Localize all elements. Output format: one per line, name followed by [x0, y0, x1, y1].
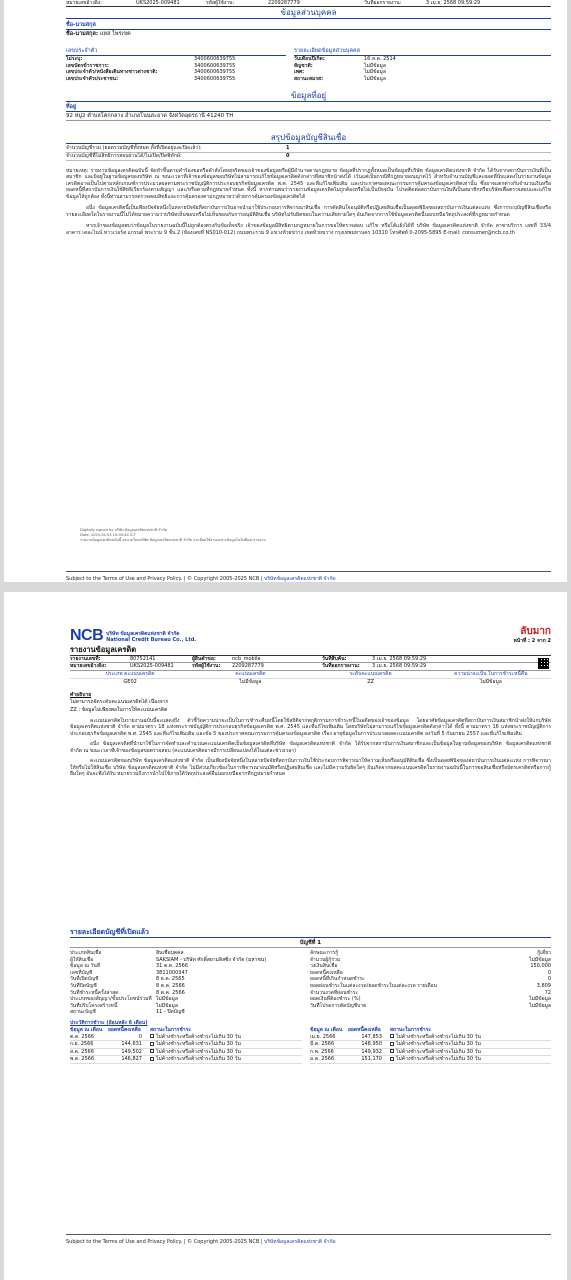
account-details: [70, 950, 551, 1016]
account-detail-value: ไม่มีข้อมูล: [529, 956, 551, 963]
summary-row: [66, 145, 551, 153]
id-row-label: เลขประจำตัวประชาชน:: [66, 75, 119, 82]
account-detail-label: ผู้ให้สินเชื่อ: [70, 956, 94, 963]
meta-label: รายงานเลขที่:: [70, 655, 101, 662]
address-label: ที่อยู่: [66, 104, 551, 112]
account-detail-row: [310, 957, 551, 964]
id-row-value: 3400600639755: [194, 69, 236, 76]
name-heading: ชื่อ-นามสกุล: [66, 22, 551, 30]
address-title: ข้อมูลที่อยู่: [66, 91, 551, 102]
person-row-value: ไม่มีข้อมูล: [364, 62, 386, 69]
meta-value-2: ncb_mobile: [232, 655, 261, 662]
person-row: [294, 63, 551, 70]
id-row-label: เลขประจำตัว/หนังสือเดินทางชาวต่างชาติ:: [66, 69, 158, 76]
top-ref-value: UKS2025-009481: [136, 0, 180, 6]
history-row: [70, 1041, 302, 1049]
account-detail-value: 31 ต.ค. 2566: [156, 963, 189, 970]
company-name-en: National Credit Bureau Co., Ltd.: [106, 637, 197, 643]
account-detail-row: [70, 983, 302, 990]
account-detail-label: ยอดหนี้คงเหลือ: [310, 969, 343, 976]
checkbox-icon: [390, 1034, 394, 1038]
score-value: ZZ: [367, 678, 375, 685]
history-status: [150, 1041, 241, 1048]
id-row-label: เลขบัตรข้าราชการ:: [66, 62, 109, 69]
meta-row: [70, 663, 551, 671]
history-month: ก.ย. 2566: [70, 1041, 94, 1048]
person-row-value: 16 ส.ค. 2514: [364, 56, 396, 62]
account-detail-label: สถานะบัญชี: [70, 1009, 96, 1016]
history-status: [150, 1049, 241, 1056]
account-detail-label: เลขที่บัญชี: [70, 969, 93, 976]
top-date-value: 3 เม.ย. 2568 09:59:29: [426, 0, 481, 6]
history-header-cell: ยอดหนี้คงเหลือ: [108, 1027, 141, 1034]
account-detail-label: วันที่ปิดบัญชี: [70, 982, 97, 989]
account-detail-label: วันที่ปรับโครงสร้างหนี้: [70, 1002, 118, 1009]
score-value: ไม่มีข้อมูล: [239, 678, 262, 685]
account-detail-value: สินเชื่อบุคคล: [156, 950, 184, 956]
history-header-cell: ข้อมูล ณ เดือน: [310, 1027, 343, 1034]
address-value: 92 หมู่2 ตำบลโคกกลาง อำเภอโนนสะอาด จังหวัดอุดรธานี 41240 TH: [66, 113, 551, 121]
account-detail-label: วงเงินสินเชื่อ: [310, 963, 338, 970]
history-header-cell: ข้อมูล ณ เดือน: [70, 1027, 103, 1034]
company-name-th: บริษัท ข้อมูลเครดิตแห่งชาติ จำกัด: [106, 630, 180, 637]
account-detail-label: ยอดผ่อนชำระในแต่ละงวด/ยอดชำระในแต่ละงวด รายเดือน: [310, 982, 438, 989]
meta-value: UKS2025-009481: [130, 663, 174, 669]
id-row-label: ไม่ระบุ:: [66, 56, 83, 62]
checkbox-icon: [390, 1057, 394, 1061]
account-detail-row: [70, 976, 302, 983]
id-header: เลขประจำตัว: [66, 48, 286, 56]
digital-signature: [80, 528, 266, 543]
account-detail-value: ไม่มีข้อมูล: [156, 996, 178, 1003]
account-detail-row: [310, 963, 551, 970]
history-status: [150, 1034, 241, 1041]
account-detail-value: 11 - ปิดบัญชี: [156, 1009, 185, 1016]
footer-company-link[interactable]: บริษัทข้อมูลเครดิตแห่งชาติ จำกัด: [264, 1239, 336, 1245]
history-month: พ.ค. 2566: [70, 1056, 95, 1063]
summary-title: สรุปข้อมูลบัญชีสินเชื่อ: [66, 133, 551, 144]
account-left-details: [70, 950, 302, 1016]
account-detail-label: วันที่เปิดบัญชี: [70, 976, 99, 983]
name-row-label: ชื่อ-นามสกุล:: [66, 31, 99, 37]
history-status: [390, 1034, 481, 1041]
checkbox-icon: [150, 1034, 154, 1038]
disclaimer-note-1: หมายเหตุ: รายงานข้อมูลเครดิตฉบับนี้ จัดทำขึ้นตามคำร้องขอหรือคำสั่งโดยสุจริตของเจ้าของข้อมูลหรือผู้มีอำนาจตามกฎหมาย ข้อมูลที่ปรากฏทั้งหมดเป็นข้อมูลที่บริษัท ข้อมูลเครดิตแห่งชาติ จำกัด ได้รับจากสถาบันการเงินที่เป็นสมาชิก และมิอยู่ในฐานข้อมูลของบริษัท ณ ขณะเวลาที่เจ้าของข้อมูลขอบริษัทไม่สามารถแก้ไขข้อมูลเครดิตดังกล่าวที่สมาชิกนำส่งได้ เว้นแต่เป็นกรณีที่กฎหมายอนุญาตไว้ สำหรับจำนวนบัญชีและยอดที่นับแสดงในรายงานข้อมูลเครดิตอาจเป็นไปตามหลักเกณฑ์การประมวลผลตามพระราชบัญญัติการประกอบธุรกิจข้อมูลเครดิต พ.ศ. 2545 และที่แก้ไขเพิ่มเติม และประกาศของคณะกรรมการคุ้มครองข้อมูลเครดิตเท่านั้น ซึ่งอาจแตกต่างกับจำนวนเงินหรือยอดหนี้ที่สถาบันการเงินใช้สิทธิเรียกร้องตามสัญญา และ/หรือตามที่กฎหมายกำหนด ทั้งนี้ หากท่านพบว่ารายงานข้อมูลเครดิตไม่ถูกต้องหรือไม่เป็นปัจจุบัน โปรดติดต่อสถาบันการเงินที่เป็นสมาชิกหรือบริษัทเพื่อตรวจสอบและแก้ไขข้อมูลให้ถูกต้อง ทั้งนี้ท่านสามารถตรวจสอบสิทธิและการคุ้มครองตามกฎหมายว่าด้วยการคุ้มครองข้อมูลเครดิตได้: [66, 167, 551, 200]
history-title: ประวัติการชำระ (ย้อนหลัง 6 เดือน): [70, 1019, 148, 1026]
score-paragraph-2: อนึ่ง ข้อมูลเครดิตที่นำมาใช้ในการจัดทำและคำนวณคะแนนเครดิตเป็นข้อมูลเครดิตที่บริษัท ข้อมูลเครดิตแห่งชาติ จำกัด ได้รับจากสถาบันการเงินสมาชิกและเป็นข้อมูลในฐานข้อมูลของบริษัท ข้อมูลเครดิตแห่งชาติ จำกัด ณ ขณะเวลาที่เจ้าของข้อมูลขอตรวจสอบ (คะแนนเครดิตอาจมีการเปลี่ยนแปลงได้ในแต่ละช่วงเวลา): [70, 741, 551, 754]
score-section: [70, 671, 551, 778]
top-user-label: รหัสผู้ใช้งาน:: [206, 0, 235, 6]
account-detail-label: ยอดหนี้ที่เกินกำหนดชำระ: [310, 976, 365, 983]
history-row: [70, 1056, 302, 1064]
id-column: [66, 48, 286, 82]
meta-label-3: วันที่สืบค้น:: [322, 655, 347, 662]
summary-row-label: จำนวนบัญชีที่ไม่สิทธิการสอบผ่านได้/ไม่เปิด/ปิดพิทักษ์:: [66, 152, 182, 159]
account-detail-value: ไม่มีข้อมูล: [529, 996, 551, 1003]
disclaimer-note-2: อนึ่ง ข้อมูลเครดิตนี้เป็นเพียงปัจจัยหนึ่งในหลายปัจจัยที่สถาบันการเงินอาจนำมาใช้ประกอบการพิจารณาสินเชื่อ การตัดสินใจอนุมัติหรือปฏิเสธสินเชื่อเป็นดุลยพินิจของสถาบันการเงินแต่ละแห่ง ซึ่งการระบุบัญชีสินเชื่อหรือรายละเอียดใดในรายงานนี้ไม่ได้หมายความว่าบริษัทเห็นชอบหรือไม่เห็นชอบกับการอนุมัติสินเชื่อ บริษัทไม่รับผิดชอบในความเสียหายใดๆ อันเกิดจากการใช้ข้อมูลเครดิตนี้นอกเหนือวัตถุประสงค์ที่กฎหมายกำหนด: [66, 205, 551, 218]
top-user-value: 2209287779: [268, 0, 300, 6]
account-detail-value: 3811000347: [156, 969, 188, 976]
account-detail-value: SAKSIAM - บริษัท ศักดิ์สยามลิสซิ่ง จำกัด (มหาชน): [156, 956, 267, 963]
id-rows: [66, 56, 286, 82]
account-detail-label: จำนวนผู้กู้ร่วม: [310, 956, 341, 963]
history-status-text: ไม่ค้างชำระหรือค้างชำระไม่เกิน 30 วัน: [156, 1033, 241, 1040]
score-value: ไม่มีข้อมูล: [479, 678, 502, 685]
account-detail-value: 8 ต.ค. 2566: [156, 989, 185, 996]
account-detail-row: [70, 1003, 302, 1010]
history-amount: 146,827: [121, 1056, 142, 1063]
summary-row: [66, 153, 551, 161]
person-row-label: สัญชาติ:: [294, 62, 313, 69]
checkbox-icon: [390, 1042, 394, 1046]
history-amount: 147,853: [361, 1033, 382, 1040]
account-detail-value: 72: [544, 989, 551, 996]
summary-row-label: จำนวนบัญชีรวม (ยอดรวมบัญชีทั้งหมด ทั้งที่เปิดอยู่และปิดแล้ว):: [66, 145, 202, 152]
history-rows-left: [70, 1034, 302, 1064]
page1-footer: [66, 571, 551, 582]
id-row-value: 3400600639755: [194, 62, 236, 69]
signature-line-1: Digitally signed by บริษัท ข้อมูลเครดิตแห่งชาติ จำกัด: [80, 528, 168, 532]
signature-line-2: Date: 2025.04.03 10:00:44 ICT: [80, 533, 136, 537]
history-header-cell: สถานะในการชำระ: [390, 1027, 431, 1034]
footer-terms-text: Subject to the Terms of Use and Privacy Policy. | © Copyright 2005-2025 NCB |: [66, 576, 263, 582]
meta-label-2: รหัสผู้ใช้งาน:: [192, 663, 221, 669]
account-detail-row: [310, 950, 551, 957]
account-detail-label: วันที่ชำระหนี้ครั้งล่าสุด: [70, 989, 119, 996]
meta-label-3: วันที่ออกรายงาน:: [322, 663, 360, 669]
person-row-value: ไม่มีข้อมูล: [364, 75, 386, 82]
meta-value: 80752141: [130, 655, 156, 662]
summary-row-value: 1: [286, 145, 290, 152]
history-month: ส.ค. 2566: [70, 1048, 94, 1055]
person-row-label: วันเดือนปีเกิด:: [294, 56, 325, 62]
checkbox-icon: [150, 1057, 154, 1061]
history-month: มี.ค. 2566: [310, 1041, 335, 1048]
person-header: รายละเอียดข้อมูลส่วนบุคคล: [294, 48, 551, 56]
meta-value-3: 3 เม.ย. 2568 09:59:29: [372, 663, 427, 669]
confidential-stamp: ลับมาก: [520, 626, 551, 637]
history-tables: [70, 1027, 551, 1064]
score-value: GE02: [123, 678, 137, 685]
id-row-value: 3400600639755: [194, 75, 236, 82]
name-value: แหล่ ไพรเขต: [99, 31, 131, 37]
account-detail-value: กู้เดี่ยว: [537, 950, 551, 956]
checkbox-icon: [150, 1049, 154, 1053]
history-status: [390, 1041, 481, 1048]
history-month: ม.ค. 2566: [310, 1056, 335, 1063]
account-detail-value: ไม่มีข้อมูล: [156, 1002, 178, 1009]
top-date-label: วันที่ออกรายงาน:: [364, 0, 402, 6]
checkbox-icon: [150, 1042, 154, 1046]
explain-line-1: ไม่สามารถจัดระดับคะแนนเครดิตได้ เนื่องจาก: [70, 698, 169, 705]
explain-title: คำอธิบาย: [70, 692, 92, 698]
account-detail-value: 8 ธ.ค. 2565: [156, 976, 185, 983]
person-row-label: เพศ:: [294, 69, 305, 76]
account-detail-row: [70, 1009, 302, 1016]
history-rows-right: [310, 1034, 551, 1064]
score-header: ประเภท คะแนนเครดิต: [105, 671, 155, 677]
id-row: [66, 56, 286, 63]
person-column: [294, 48, 551, 82]
score-header-row: [70, 671, 551, 679]
account-detail-label: ข้อมูล ณ วันที่: [70, 963, 101, 970]
id-row: [66, 69, 286, 76]
id-row: [66, 76, 286, 83]
meta-value-3: 3 เม.ย. 2568 09:59:29: [372, 655, 427, 662]
account-detail-row: [310, 996, 551, 1003]
report-title: รายงานข้อมูลเครดิต: [70, 645, 551, 656]
name-row: [66, 31, 551, 38]
accounts-section: [70, 928, 551, 1064]
account-detail-row: [70, 970, 302, 977]
account-detail-label: ยอดเงินที่ต้องชำระ (%): [310, 996, 361, 1003]
page2-footer: [66, 1234, 551, 1246]
disclaimer-note-3: หากเจ้าของข้อมูลพบว่าข้อมูลในรายงานฉบับนี้ไม่ถูกต้องตรงกับข้อเท็จจริง เจ้าของข้อมูลมีสิทธิตามกฎหมายในการขอให้ตรวจสอบ แก้ไข หรือโต้แย้งได้ที่ บริษัท ข้อมูลเครดิตแห่งชาติ จำกัด สาขาบริการ เลขที่ 33/4 อาคาร เดอะไนน์ ทาวเวอร์ส แกรนด์ พระราม 9 ชั้น 2 (ห้องเลขที่ NS010-012) ถนนพระราม 9 แขวงห้วยขวาง เขตห้วยขวาง กรุงเทพมหานคร 10310 โทรศัพท์ 0-2095-5895 E-mail: consumer@ncb.co.th: [66, 223, 551, 236]
history-month: ต.ค. 2566: [70, 1033, 95, 1040]
score-value-row: [70, 679, 551, 686]
account-detail-row: [310, 1003, 551, 1010]
person-row-label: สถานะสมรส:: [294, 75, 324, 82]
account-detail-label: วันที่โปรดการตัดบัญชีบาด: [310, 1002, 367, 1009]
meta-label: หมายเลขอ้างอิง:: [70, 663, 107, 669]
history-row: [310, 1056, 551, 1064]
history-amount: 144,631: [121, 1041, 142, 1048]
history-status-text: ไม่ค้างชำระหรือค้างชำระไม่เกิน 30 วัน: [396, 1056, 481, 1063]
ncb-logo: NCB: [70, 626, 104, 644]
history-amount: 151,170: [361, 1056, 382, 1063]
history-status-text: ไม่ค้างชำระหรือค้างชำระไม่เกิน 30 วัน: [396, 1033, 481, 1040]
qr-code-icon: [538, 658, 549, 669]
summary-row-value: 0: [286, 152, 290, 159]
history-status-text: ไม่ค้างชำระหรือค้างชำระไม่เกิน 30 วัน: [156, 1056, 241, 1063]
account-right-details: [310, 950, 551, 1016]
account-detail-row: [310, 983, 551, 990]
page-number: หน้าที่ : 2 จาก 2: [513, 638, 551, 644]
personal-section: [66, 8, 551, 236]
history-status-text: ไม่ค้างชำระหรือค้างชำระไม่เกิน 30 วัน: [396, 1048, 481, 1055]
account-detail-row: [310, 976, 551, 983]
account-detail-row: [70, 996, 302, 1003]
history-header-cell: สถานะในการชำระ: [150, 1027, 191, 1034]
account-detail-label: ประเภทสินเชื่อ: [70, 950, 102, 956]
person-row: [294, 56, 551, 63]
account-detail-label: ลักษณะการกู้: [310, 950, 339, 956]
person-row: [294, 69, 551, 76]
history-amount: 149,502: [121, 1048, 142, 1055]
account-detail-value: 8 ต.ค. 2566: [156, 982, 185, 989]
history-row: [310, 1041, 551, 1049]
history-header-cell: ยอดหนี้คงเหลือ: [348, 1027, 381, 1034]
score-header: ระดับคะแนนเครดิต: [349, 671, 392, 677]
account-detail-label: จำนวนงวดที่ผ่อนชำระ: [310, 989, 359, 996]
meta-row: [70, 656, 551, 664]
history-status-text: ไม่ค้างชำระหรือค้างชำระไม่เกิน 30 วัน: [156, 1048, 241, 1055]
history-status-text: ไม่ค้างชำระหรือค้างชำระไม่เกิน 30 วัน: [396, 1041, 481, 1048]
score-header: ความน่าจะเป็น ในการชำระหนี้คืน: [454, 671, 528, 677]
account-detail-value: 0: [547, 976, 551, 983]
history-table-right: [310, 1027, 551, 1064]
checkbox-icon: [390, 1049, 394, 1053]
person-row: [294, 76, 551, 83]
account-detail-row: [70, 957, 302, 964]
history-amount: 149,932: [361, 1048, 382, 1055]
history-status-text: ไม่ค้างชำระหรือค้างชำระไม่เกิน 30 วัน: [156, 1041, 241, 1048]
score-header: คะแนนเครดิต: [235, 671, 266, 677]
person-row-value: ไม่มีข้อมูล: [364, 69, 386, 76]
person-rows: [294, 56, 551, 82]
accounts-title: รายละเอียดบัญชีที่เปิดแล้ว: [70, 928, 551, 938]
footer-terms-text: Subject to the Terms of Use and Privacy Policy. | © Copyright 2005-2025 NCB |: [66, 1239, 263, 1245]
history-amount: 0: [138, 1033, 142, 1040]
personal-title: ข้อมูลส่วนบุคคล: [66, 8, 551, 19]
report-page-2: [4, 592, 567, 1280]
account-detail-label: ประเภทของสัญญา/ขั้นประโยชน์ร่วมที่: [70, 996, 152, 1003]
id-row-value: 3400600639755: [194, 56, 236, 62]
signature-line-3: รายงานข้อมูลเครดิตฉบับนี้ ลงนามโดยบริษัท ข้อมูลเครดิตแห่งชาติ จำกัด และมีผลใช้งานเฉพาะข้อมูลในวันที่ออกรายงาน: [80, 538, 266, 542]
footer-company-link[interactable]: บริษัทข้อมูลเครดิตแห่งชาติ จำกัด: [264, 576, 336, 582]
page1-top-row: [66, 0, 551, 7]
account-detail-value: 150,000: [530, 963, 551, 970]
summary-rows: [66, 145, 551, 160]
page2-header: [70, 626, 551, 671]
history-status: [390, 1056, 481, 1063]
history-status: [390, 1049, 481, 1056]
account-detail-value: ไม่มีข้อมูล: [529, 1002, 551, 1009]
history-status: [150, 1056, 241, 1063]
history-month: ก.พ. 2566: [310, 1048, 334, 1055]
meta-value-2: 2209287779: [232, 663, 264, 669]
account-detail-row: [70, 963, 302, 970]
report-page-1: [4, 0, 567, 582]
history-month: เม.ย. 2566: [310, 1033, 336, 1040]
account-detail-value: 0: [547, 969, 551, 976]
score-paragraph-1: คะแนนเครดิตในรายงานฉบับนี้จะแสดงถึง ตัวชี้วัดความน่าจะเป็นในการชำระคืนหนี้โดยใช้สถิติจากพฤติกรรมการชำระหนี้ในอดีตของเจ้าของข้อมูล โดยอาศัยข้อมูลเครดิตที่สถาบันการเงินสมาชิกนำส่งให้แก่บริษัท ข้อมูลเครดิตแห่งชาติ จำกัด ตามมาตรา 18 แห่งพระราชบัญญัติการประกอบธุรกิจข้อมูลเครดิต พ.ศ. 2545 และที่แก้ไขเพิ่มเติม โดยบริษัทไม่สามารถแก้ไขข้อมูลเครดิตดังกล่าวได้ ทั้งนี้ ตามมาตรา 16 แห่งพระราชบัญญัติการประกอบธุรกิจข้อมูลเครดิต พ.ศ. 2545 และที่แก้ไขเพิ่มเติม และข้อ 5 ของประกาศคณะกรรมการคุ้มครองข้อมูลเครดิต เรื่อง อายุข้อมูลในการประมวลผลคะแนนเครดิต ลงวันที่ 5 กันยายน 2557 และที่แก้ไขเพิ่มเติม: [70, 717, 551, 737]
account-detail-row: [70, 950, 302, 957]
explain-line-2: ZZ : ข้อมูลไม่เพียงพอในการให้คะแนนเครดิต: [70, 707, 168, 713]
id-person-block: [66, 48, 551, 82]
history-amount: 148,950: [361, 1041, 382, 1048]
account-detail-value: 3,809: [536, 982, 551, 989]
meta-label-2: ผู้ยืนคำขอ:: [192, 655, 216, 662]
top-ref-label: หมายเลขอ้างอิง:: [66, 0, 102, 6]
report-meta: [70, 656, 551, 671]
account-number: บัญชีที่ 1: [70, 940, 551, 948]
score-paragraph-3: คะแนนเครดิตของบริษัท ข้อมูลเครดิตแห่งชาติ จำกัด เป็นเพียงปัจจัยหนึ่งในหลายปัจจัยที่สถาบันการเงินใช้ประกอบการพิจารณาให้ความเห็นหรืออนุมัติสินเชื่อ ซึ่งเป็นดุลยพินิจของสถาบันการเงินแต่ละแห่ง การพิจารณาให้หรือไม่ให้สินเชื่อ บริษัท ข้อมูลเครดิตแห่งชาติ จำกัด ไม่มีส่วนเกี่ยวข้องในการพิจารณาอนุมัติหรือปฏิเสธสินเชื่อ และไม่มีความรับผิดใดๆ อันเกิดจากผลคะแนนเครดิตในรายงานฉบับนี้ในการขอสินเชื่อหรือบัตรเครดิตหรือการกู้ยืมใดๆ อันจะพึงได้รับ หมายรวมถึงการนำไปใช้ภายใต้วัตถุประสงค์อื่นนอกเหนือจากที่กฎหมายกำหนด: [70, 758, 551, 777]
history-table-left: [70, 1027, 302, 1064]
